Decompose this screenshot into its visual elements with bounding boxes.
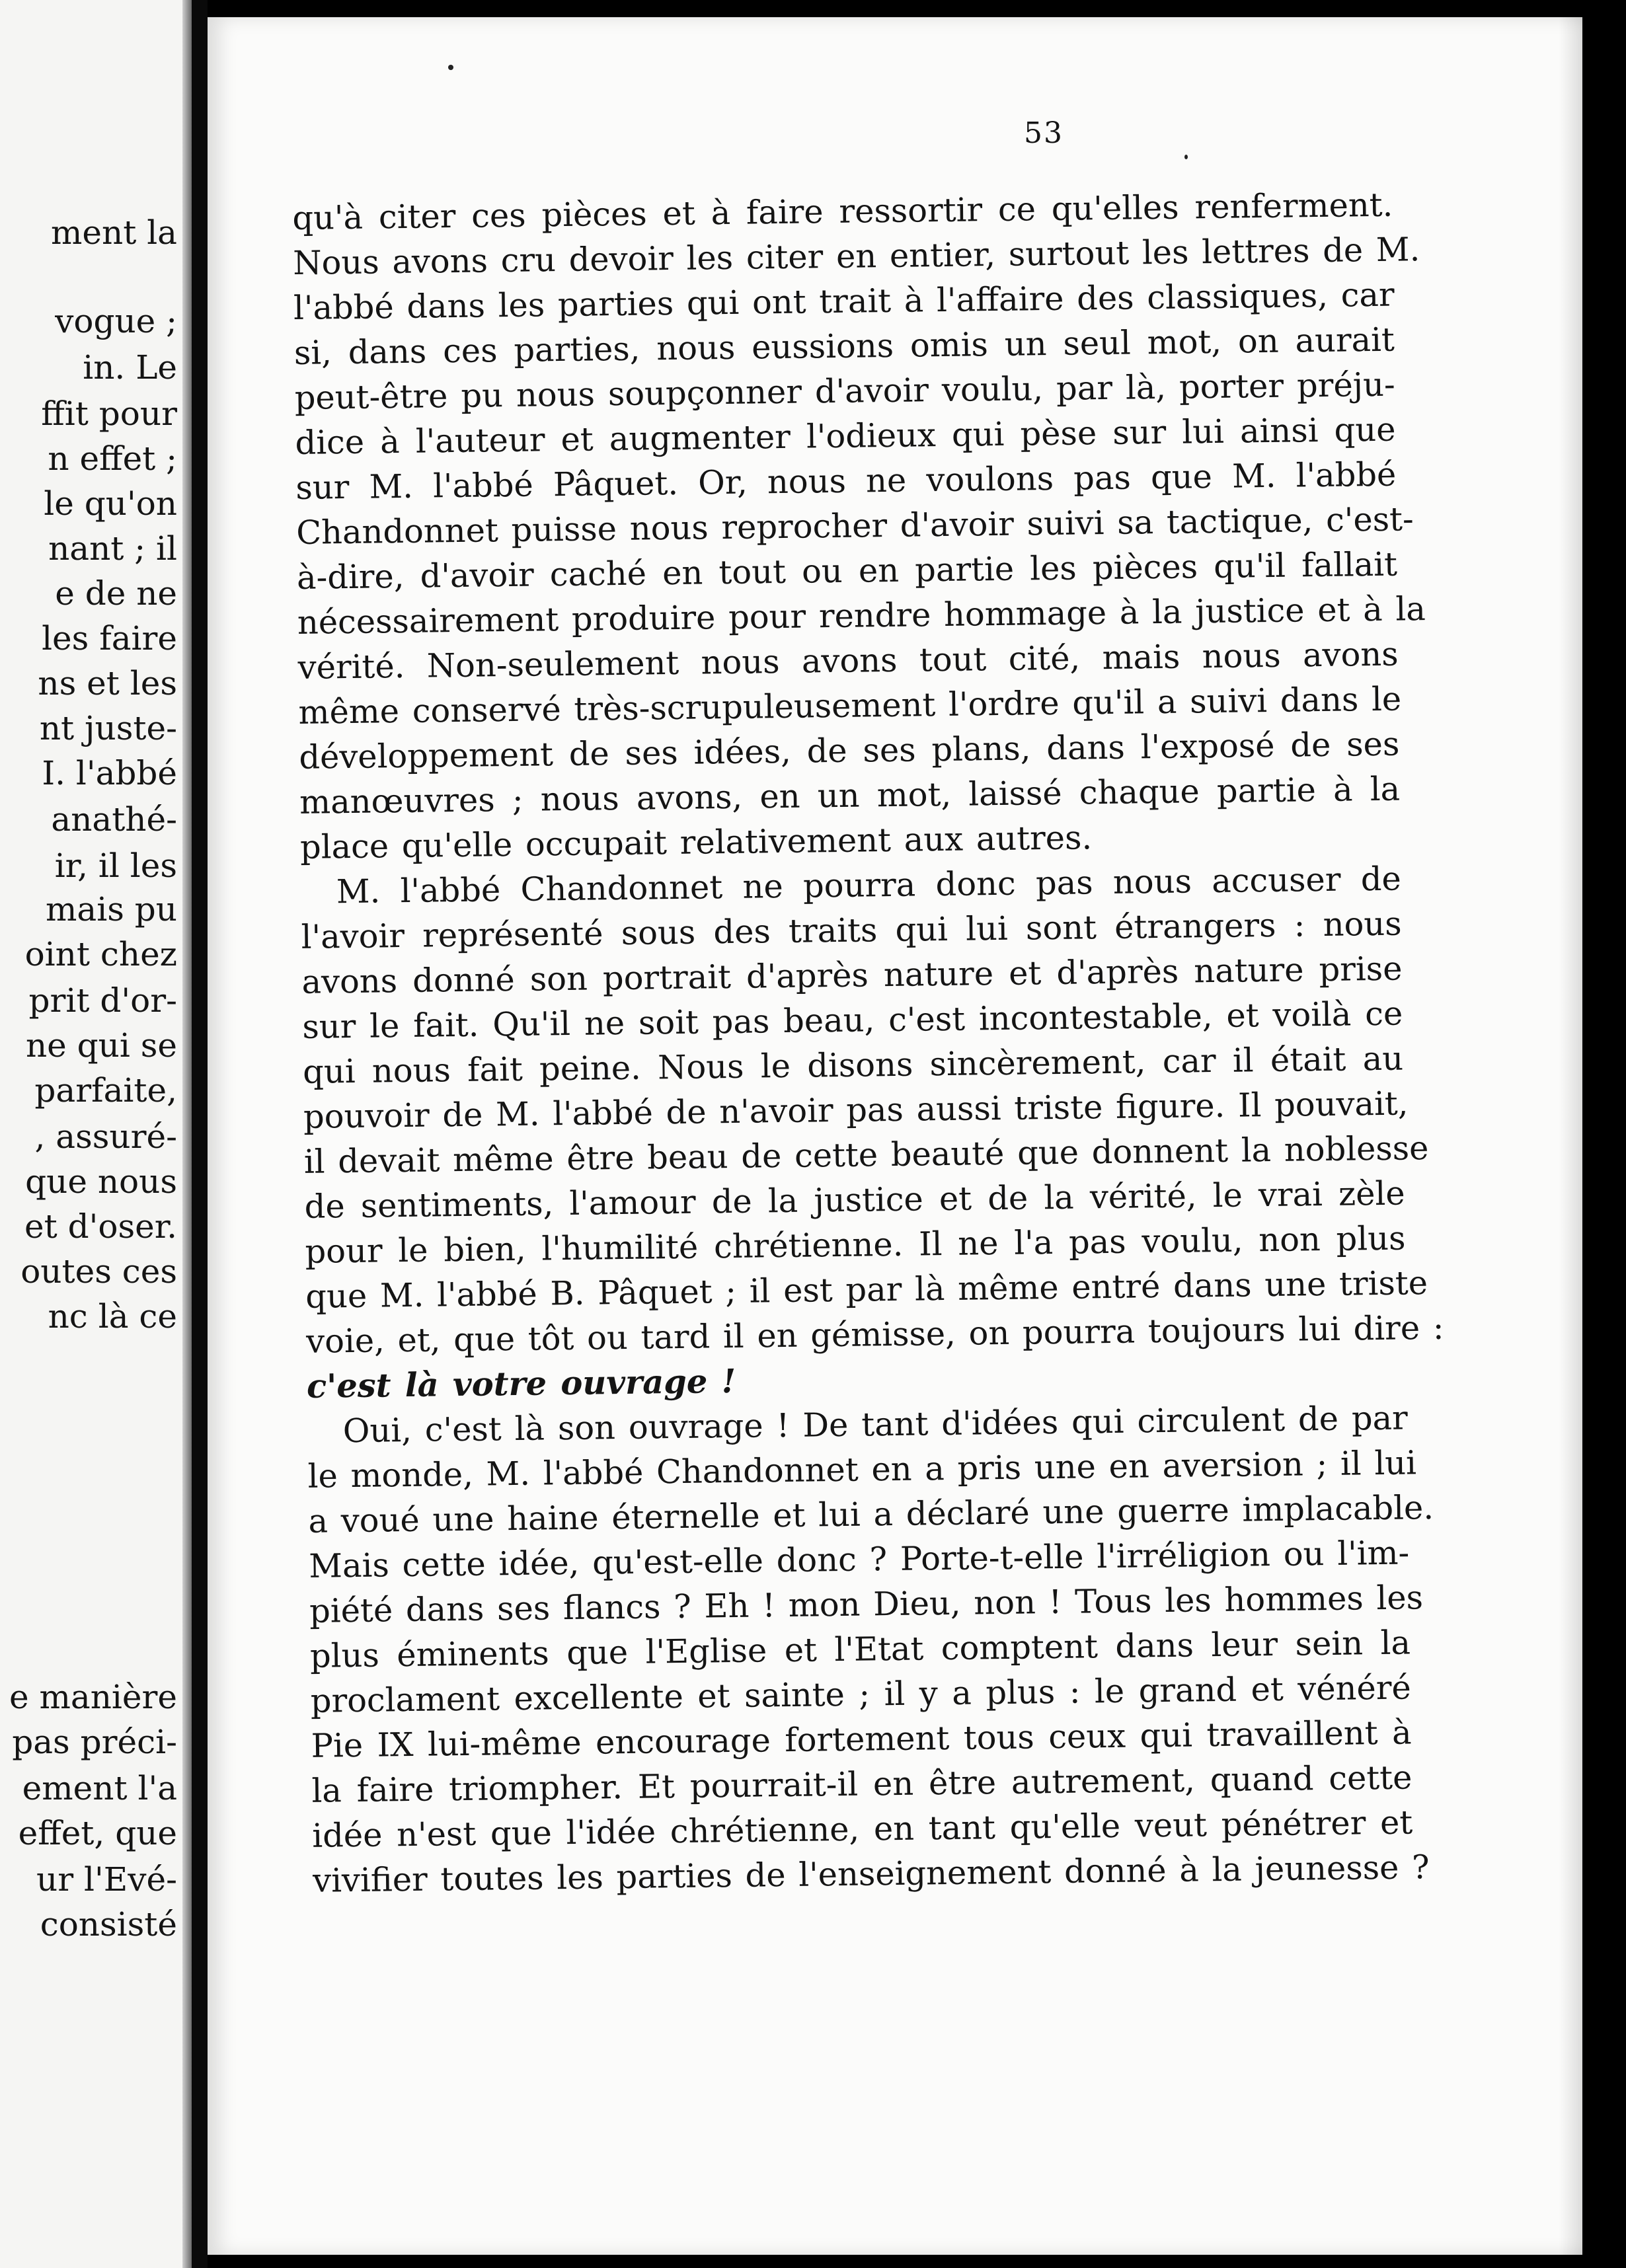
right-page (208, 17, 1582, 2255)
text-line: idée n'est que l'idée chrétienne, en tant qu'elle veut pénétrer et (311, 1803, 1413, 1855)
page-gutter-edge (182, 0, 192, 2268)
left-line: anathé- (51, 800, 177, 839)
left-line: vogue ; (55, 302, 177, 340)
text-line: vérité. Non-seulement nous avons tout cité, mais nous avons (297, 634, 1399, 687)
left-line: pas préci- (12, 1723, 177, 1761)
text-line: pour le bien, l'humilité chrétienne. Il ne l'a pas voulu, non plus (305, 1219, 1406, 1271)
left-page-text (0, 0, 192, 2268)
text-line: Chandonnet puisse nous reprocher d'avoir suivi sa tactique, c'est- (295, 500, 1414, 552)
text-line: sur M. l'abbé Pâquet. Or, nous ne voulons pas que M. l'abbé (295, 455, 1397, 507)
text-line: de sentiments, l'amour de la justice et de la vérité, le vrai zèle (304, 1174, 1405, 1226)
text-line: l'avoir représenté sous des traits qui lui sont étrangers : nous (301, 904, 1402, 956)
text-line: peut-être pu nous soupçonner d'avoir voulu, par là, porter préju- (294, 365, 1395, 417)
left-line: que nous (25, 1162, 177, 1201)
left-line: , assuré- (34, 1117, 177, 1156)
text-line: M. l'abbé Chandonnet ne pourra donc pas nous accuser de (336, 859, 1402, 911)
text-line: pouvoir de M. l'abbé de n'avoir pas aussi triste figure. Il pouvait, (303, 1084, 1409, 1136)
left-line: oint chez (24, 935, 177, 973)
paper-speck (448, 65, 453, 70)
left-line: n effet ; (48, 439, 177, 478)
text-line: même conservé très-scrupuleusement l'ordre qu'il a suivi dans le (298, 679, 1402, 732)
text-line: place qu'elle occupait relativement aux autres. (299, 818, 1093, 866)
left-line: nc là ce (48, 1297, 177, 1336)
text-line: manœuvres ; nous avons, en un mot, laissé chaque partie à la (299, 769, 1401, 821)
text-line: nécessairement produire pour rendre hommage à la justice et à la (297, 589, 1426, 642)
left-line: ns et les (38, 664, 177, 702)
text-line: Mais cette idée, qu'est-elle donc ? Porte-t-elle l'irréligion ou l'im- (308, 1533, 1410, 1585)
left-line: I. l'abbé (42, 754, 177, 792)
text-line: développement de ses idées, de ses plans, dans l'exposé de ses (299, 724, 1400, 776)
text-line: piété dans ses flancs ? Eh ! mon Dieu, non ! Tous les hommes les (309, 1578, 1424, 1630)
text-line: avons donné son portrait d'après nature et d'après nature prise (301, 949, 1403, 1001)
left-line: le qu'on (44, 484, 177, 523)
left-line: in. Le (83, 348, 177, 387)
left-line: effet, que (18, 1814, 177, 1852)
text-line: sur le fait. Qu'il ne soit pas beau, c'est incontestable, et voilà ce (302, 994, 1403, 1046)
text-line: si, dans ces parties, nous eussions omis un seul mot, on aurait (293, 320, 1395, 372)
text-line: qu'à citer ces pièces et à faire ressortir ce qu'elles renferment. (292, 185, 1393, 237)
text-line: Pie IX lui-même encourage fortement tous ceux qui travaillent à (311, 1713, 1412, 1765)
left-line: ement l'a (22, 1769, 177, 1807)
left-line: et d'oser. (24, 1207, 177, 1246)
text-line: a voué une haine éternelle et lui a déclaré une guerre implacable. (308, 1488, 1434, 1540)
left-line: ur l'Evé- (36, 1860, 177, 1899)
text-line-italic: c'est là votre ouvrage ! (306, 1361, 736, 1406)
left-page-fragment (0, 0, 192, 2268)
left-line: ne qui se (25, 1026, 177, 1065)
text-line: Oui, c'est là son ouvrage ! De tant d'idées qui circulent de par (342, 1398, 1409, 1451)
page-edge-shadow (1559, 17, 1582, 2255)
left-line: consisté (40, 1905, 177, 1944)
left-line: ffit pour (41, 395, 177, 433)
text-line: vivifier toutes les parties de l'enseignement donné à la jeunesse ? (312, 1848, 1430, 1900)
text-line: à-dire, d'avoir caché en tout ou en partie les pièces qu'il fallait (296, 545, 1398, 597)
paper-speck (1184, 155, 1188, 159)
text-line: proclament excellente et sainte ; il y a plus : le grand et vénéré (310, 1668, 1412, 1720)
left-line: ment la (51, 213, 177, 252)
left-line: ir, il les (54, 847, 177, 885)
left-line: outes ces (20, 1252, 177, 1291)
text-line: plus éminents que l'Eglise et l'Etat comptent dans leur sein la (309, 1623, 1411, 1675)
left-line: mais pu (46, 890, 177, 928)
left-line: les faire (42, 619, 177, 658)
text-line: voie, et, que tôt ou tard il en gémisse, on pourra toujours lui dire : (305, 1308, 1444, 1361)
text-line: il devait même être beau de cette beauté que donnent la noblesse (303, 1129, 1429, 1181)
text-line: que M. l'abbé B. Pâquet ; il est par là même entré dans une triste (305, 1264, 1428, 1316)
left-line: nant ; il (48, 529, 177, 568)
text-line: dice à l'auteur et augmenter l'odieux qui pèse sur lui ainsi que (295, 410, 1396, 462)
text-line: la faire triompher. Et pourrait-il en être autrement, quand cette (311, 1758, 1413, 1810)
text-line: qui nous fait peine. Nous le disons sincèrement, car il était au (302, 1039, 1404, 1091)
left-line: prit d'or- (28, 981, 177, 1020)
left-line: e manière (9, 1678, 177, 1716)
text-line: Nous avons cru devoir les citer en entier, surtout les lettres de M. (292, 230, 1420, 282)
book-spine (192, 0, 208, 2268)
page-number: 53 (1024, 116, 1064, 150)
left-line: nt juste- (39, 709, 177, 747)
text-line: l'abbé dans les parties qui ont trait à l'affaire des classiques, car (293, 275, 1395, 327)
body-text (292, 182, 1444, 1903)
left-line: e de ne (55, 574, 177, 613)
left-line: parfaite, (34, 1071, 177, 1110)
text-line: le monde, M. l'abbé Chandonnet en a pris une en aversion ; il lui (307, 1443, 1417, 1495)
